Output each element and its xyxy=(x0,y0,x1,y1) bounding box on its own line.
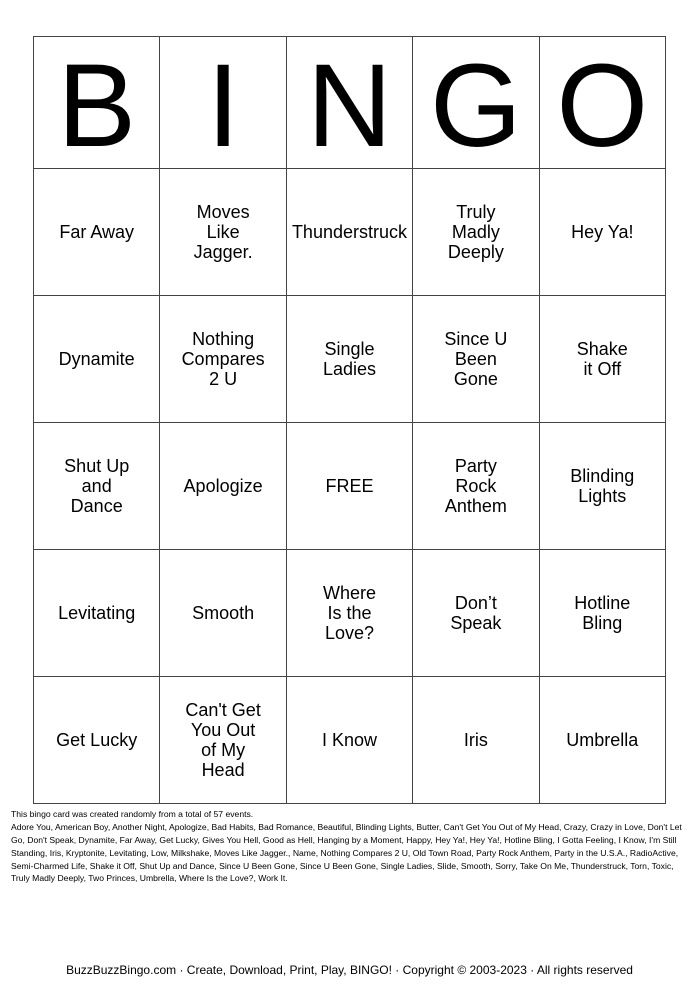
bingo-cell: Don’t Speak xyxy=(413,550,539,677)
card-info xyxy=(11,808,689,885)
card-row xyxy=(34,169,666,296)
card-row xyxy=(34,296,666,423)
header-letter-b: B xyxy=(34,37,160,169)
bingo-cell: Far Away xyxy=(34,169,160,296)
header-letter-n: N xyxy=(286,37,412,169)
bingo-cell: Blinding Lights xyxy=(539,423,665,550)
card-row xyxy=(34,550,666,677)
bingo-cell: Dynamite xyxy=(34,296,160,423)
bingo-cell: Smooth xyxy=(160,550,286,677)
header-letter-o: O xyxy=(539,37,665,169)
bingo-cell: Get Lucky xyxy=(34,677,160,804)
bingo-cell: Truly Madly Deeply xyxy=(413,169,539,296)
bingo-cell: Apologize xyxy=(160,423,286,550)
footer: BuzzBuzzBingo.com · Create, Download, Print, Play, BINGO! · Copyright © 2003-2023 · All rights reserved xyxy=(66,963,633,977)
card-row xyxy=(34,677,666,804)
bingo-cell: Iris xyxy=(413,677,539,804)
bingo-cell: Single Ladies xyxy=(286,296,412,423)
event-list: Adore You, American Boy, Another Night, Apologize, Bad Habits, Bad Romance, Beautiful, Blinding Lights, Butter, Can't Get You Out of My Head, Crazy, Crazy in Love, Don't Let Go, Don't Speak, Dynamite, Far Away, Get Lucky, Gives You Hell, Good as Hell, Hanging by a Moment, Happy, Hey Ya!, Hey Ya!, Hotline Bling, I Gotta Feeling, I Know, I'm Still Standing, Iris, Kryptonite, Levitating, Low, Milkshake, Moves Like Jagger., Name, Nothing Compares 2 U, Old Town Road, Party Rock Anthem, Party in the U.S.A., RadioActive, Semi-Charmed Life, Shake it Off, Shut Up and Dance, Since U Been Gone, Since U Been Gone, Single Ladies, Slide, Smooth, Sorry, Take On Me, Thunderstruck, Torn, Toxic, Truly Madly Deeply, Two Princes, Umbrella, Where Is the Love?, Work It. xyxy=(11,821,682,884)
bingo-cell: I Know xyxy=(286,677,412,804)
header-letter-g: G xyxy=(413,37,539,169)
event-count-text: This bingo card was created randomly from a total of 57 events. xyxy=(11,809,254,819)
bingo-cell: Nothing Compares 2 U xyxy=(160,296,286,423)
bingo-cell: Thunderstruck xyxy=(286,169,412,296)
bingo-cell: Party Rock Anthem xyxy=(413,423,539,550)
bingo-cell: Hotline Bling xyxy=(539,550,665,677)
bingo-card xyxy=(33,36,666,804)
bingo-cell: Where Is the Love? xyxy=(286,550,412,677)
free-space-cell: FREE xyxy=(286,423,412,550)
bingo-cell: Hey Ya! xyxy=(539,169,665,296)
card-row xyxy=(34,423,666,550)
bingo-cell: Umbrella xyxy=(539,677,665,804)
bingo-cell: Shut Up and Dance xyxy=(34,423,160,550)
header-row xyxy=(34,37,666,169)
bingo-cell: Shake it Off xyxy=(539,296,665,423)
bingo-cell: Moves Like Jagger. xyxy=(160,169,286,296)
bingo-cell: Since U Been Gone xyxy=(413,296,539,423)
header-letter-i: I xyxy=(160,37,286,169)
bingo-cell: Levitating xyxy=(34,550,160,677)
bingo-cell: Can't Get You Out of My Head xyxy=(160,677,286,804)
